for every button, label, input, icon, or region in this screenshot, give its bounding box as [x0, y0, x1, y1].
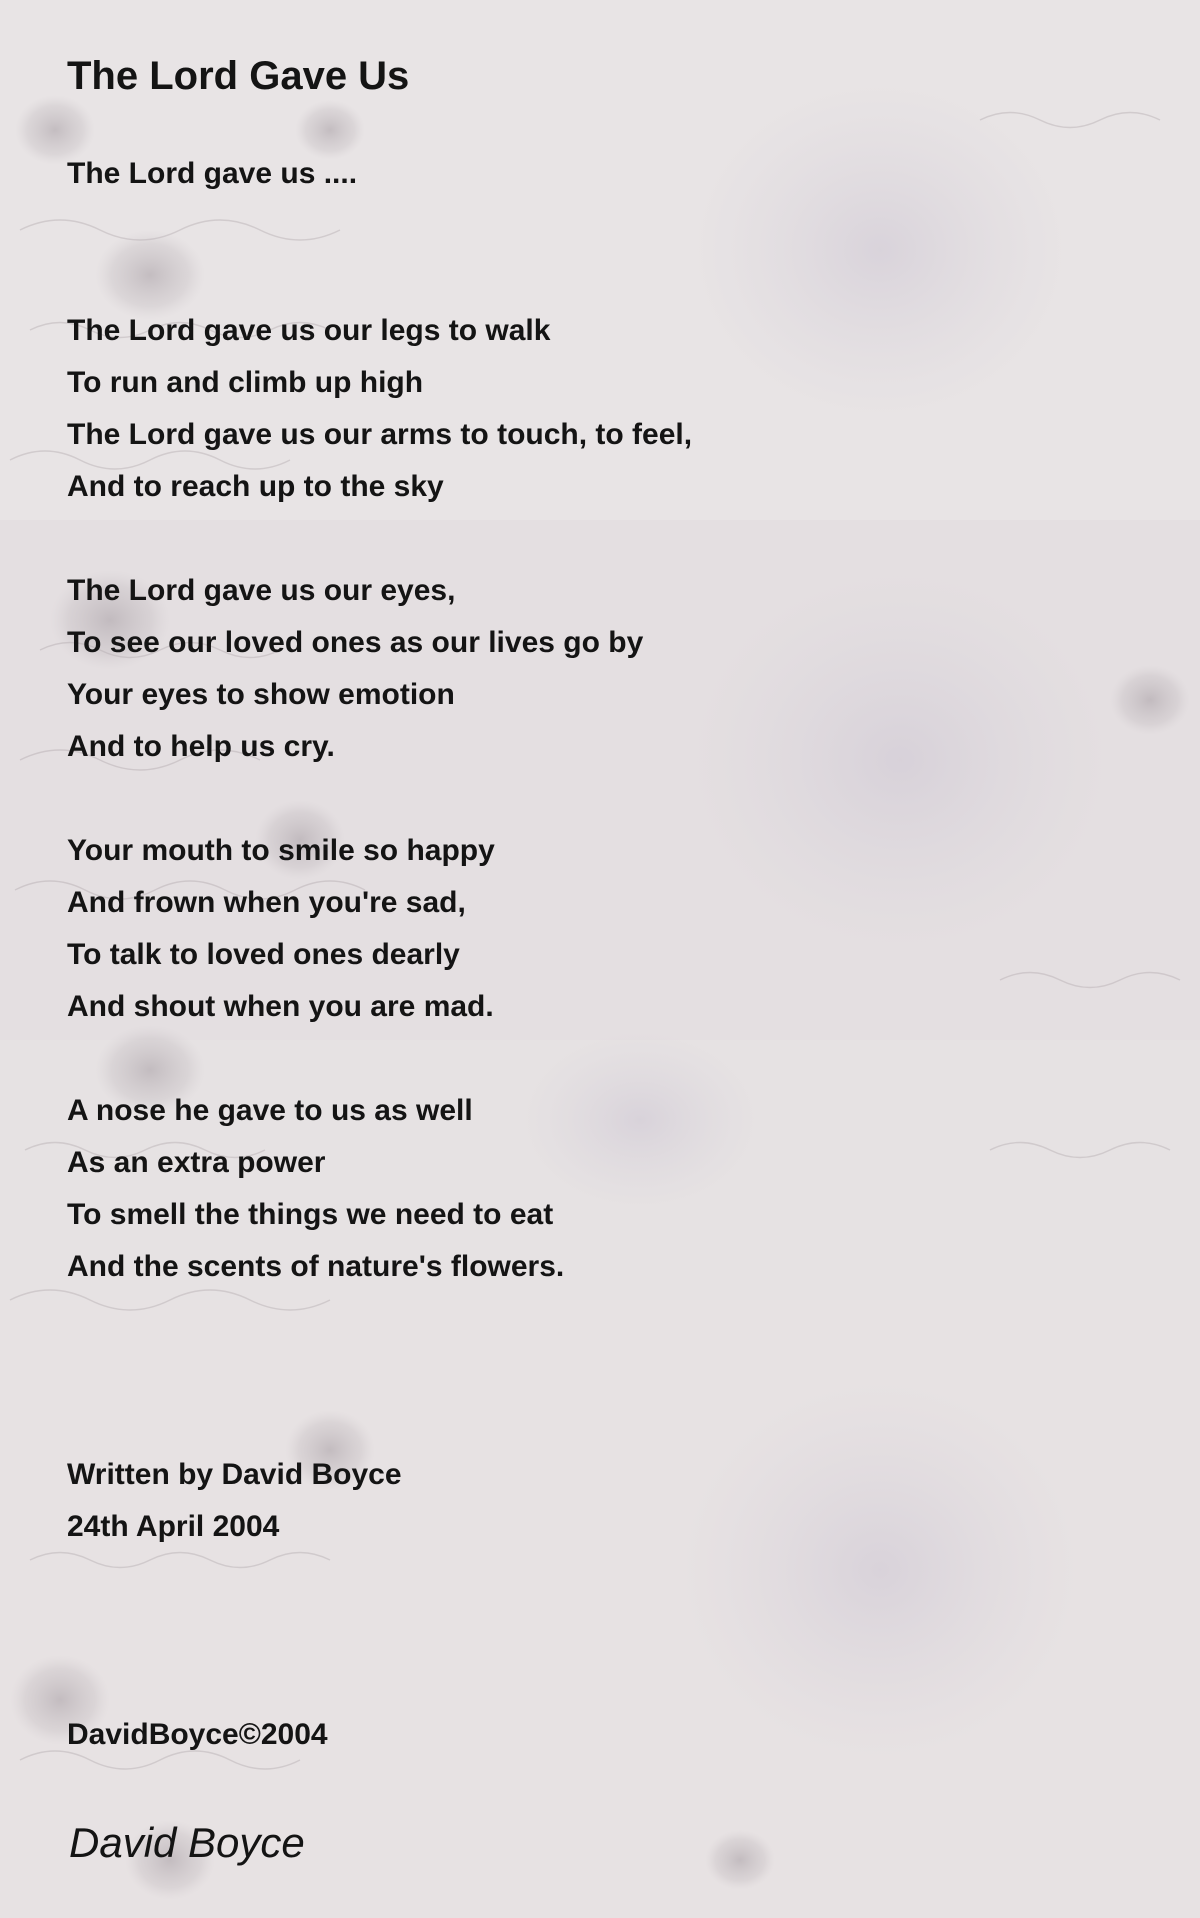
stanza-2-line-2: To see our loved ones as our lives go by [67, 626, 644, 659]
author-signature: David Boyce [69, 1819, 305, 1866]
stanza-1-line-4: And to reach up to the sky [67, 470, 444, 503]
stanza-1-line-2: To run and climb up high [67, 366, 424, 399]
stanza-3-line-2: And frown when you're sad, [67, 886, 466, 919]
written-by-line: Written by David Boyce [67, 1458, 402, 1491]
stanza-2-line-1: The Lord gave us our eyes, [67, 574, 456, 607]
poem-intro-line: The Lord gave us .... [67, 157, 358, 190]
stanza-4-line-3: To smell the things we need to eat [67, 1198, 554, 1231]
stanza-4-line-4: And the scents of nature's flowers. [67, 1250, 565, 1283]
stanza-1-line-1: The Lord gave us our legs to walk [67, 314, 551, 347]
copyright-notice: DavidBoyce©2004 [67, 1718, 328, 1751]
stanza-2-line-4: And to help us cry. [67, 730, 335, 763]
written-date: 24th April 2004 [67, 1510, 280, 1543]
stanza-4-line-2: As an extra power [67, 1146, 326, 1179]
stanza-2-line-3: Your eyes to show emotion [67, 678, 455, 711]
stanza-3-line-3: To talk to loved ones dearly [67, 938, 460, 971]
stanza-3-line-1: Your mouth to smile so happy [67, 834, 495, 867]
poem-title: The Lord Gave Us [67, 54, 410, 98]
stanza-3-line-4: And shout when you are mad. [67, 990, 494, 1023]
stanza-1-line-3: The Lord gave us our arms to touch, to feel, [67, 418, 693, 451]
stanza-4-line-1: A nose he gave to us as well [67, 1094, 473, 1127]
